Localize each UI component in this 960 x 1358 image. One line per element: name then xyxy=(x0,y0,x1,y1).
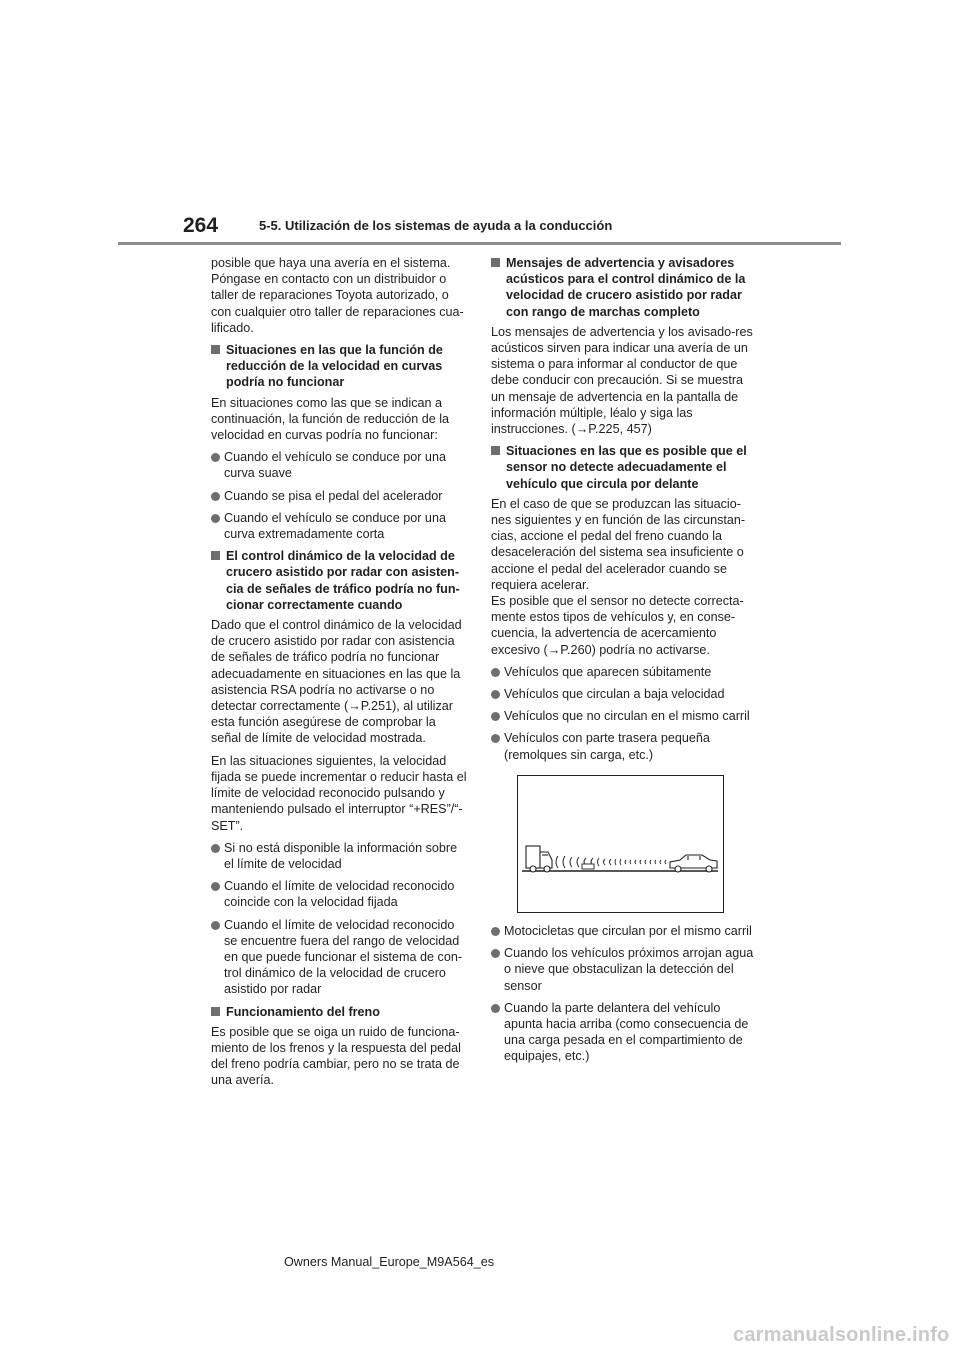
round-bullet-icon xyxy=(211,453,220,462)
paragraph: Dado que el control dinámico de la velocidad de crucero asistido por radar con asistencia de señales de tráfico podría no funcionar adecuadamente en situaciones en las que la asistencia RSA podría no activarse o no detectar correctamente (→P.251), al utilizar esta función asegúrese de comprobar la señal de límite de velocidad mostrada. xyxy=(211,618,462,746)
list-item-text: Vehículos que no circulan en el mismo carril xyxy=(504,709,750,724)
list-item-text: Vehículos que aparecen súbitamente xyxy=(504,664,712,679)
round-bullet-icon xyxy=(211,492,220,501)
subheading xyxy=(211,548,467,613)
list-item xyxy=(491,708,755,724)
list-item xyxy=(211,449,467,481)
subheading-text: Situaciones en las que la función de reducción de la velocidad en curvas podría no funcionar xyxy=(226,343,443,390)
paragraph: Los mensajes de advertencia y los avisado-res acústicos sirven para indicar una avería de un sistema o para informar al conductor de que debe conducir con precaución. Si se muestra un mensaje de advertencia en la pantalla de información múltiple, léalo y siga las instrucciones. (→P.225, 457) xyxy=(491,324,753,437)
round-bullet-icon xyxy=(211,514,220,523)
paragraph: posible que haya una avería en el sistema. Póngase en contacto con un distribuidor o taller de reparaciones Toyota autorizado, o con cualquier otro taller de reparaciones cua-lificado. xyxy=(211,256,464,335)
page-number: 264 xyxy=(183,214,219,237)
paragraph: En las situaciones siguientes, la velocidad fijada se puede incrementar o reducir hasta el límite de velocidad reconocido pulsando y manteniendo pulsado el interruptor “+RES”/“-SET”. xyxy=(211,753,467,833)
list-item xyxy=(491,1000,755,1065)
list-item xyxy=(211,917,467,998)
list-item-text: Cuando se pisa el pedal del acelerador xyxy=(224,488,443,503)
radar-wave-icon xyxy=(556,856,666,868)
list-item xyxy=(211,840,467,872)
round-bullet-icon xyxy=(491,712,500,721)
truck-radar-car-drawing xyxy=(518,776,723,912)
round-bullet-icon xyxy=(491,668,500,677)
paragraph: Es posible que se oiga un ruido de funciona-miento de los frenos y la respuesta del pedal del freno podría cambiar, pero no se trata de una avería. xyxy=(211,1024,461,1088)
car-icon xyxy=(670,855,717,872)
list-item-text: Vehículos que circulan a baja velocidad xyxy=(504,687,725,702)
square-bullet-icon xyxy=(211,345,220,354)
list-item-text: Cuando el vehículo se conduce por una curva extremadamente corta xyxy=(224,510,446,542)
list-item xyxy=(211,510,467,542)
subheading-text: Mensajes de advertencia y avisadores acústicos para el control dinámico de la velocidad de crucero asistido por radar con rango de marchas completo xyxy=(506,256,746,319)
truck-icon xyxy=(526,846,552,872)
left-column xyxy=(211,255,467,1095)
paragraph: Es posible que el sensor no detecte correcta-mente estos tipos de vehículos y, en conse-cuencia, la advertencia de acercamiento excesivo (→P.260) podría no activarse. xyxy=(491,594,744,657)
list-item xyxy=(491,945,755,994)
subheading xyxy=(491,255,755,320)
list-item xyxy=(491,686,755,702)
square-bullet-icon xyxy=(211,1007,220,1016)
subheading-text: Funcionamiento del freno xyxy=(226,1004,380,1019)
round-bullet-icon xyxy=(491,927,500,936)
square-bullet-icon xyxy=(211,551,220,560)
right-column xyxy=(491,255,755,1071)
section-title: 5-5. Utilización de los sistemas de ayuda a la conducción xyxy=(259,218,613,233)
paragraph: En situaciones como las que se indican a continuación, la función de reducción de la velocidad en curvas podría no funcionar: xyxy=(211,395,450,443)
list-item-text: Vehículos con parte trasera pequeña (remolques sin carga, etc.) xyxy=(504,731,710,762)
list-item-text: Cuando el vehículo se conduce por una curva suave xyxy=(224,450,446,481)
list-item-text: Cuando la parte delantera del vehículo apunta hacia arriba (como consecuencia de una carga pesada en el compartimiento de equipajes, etc.) xyxy=(504,1000,749,1064)
watermark: carmanualsonline.info xyxy=(733,1324,950,1346)
subheading-text: Situaciones en las que es posible que el sensor no detecte adecuadamente el vehículo que circula por delante xyxy=(506,444,747,491)
list-item-text: Cuando el límite de velocidad reconocido se encuentre fuera del rango de velocidad en que puede funcionar el sistema de con-trol dinámico de la velocidad de crucero asistido por radar xyxy=(224,917,463,997)
list-item-text: Cuando los vehículos próximos arrojan agua o nieve que obstaculizan la detección del sensor xyxy=(504,946,754,993)
round-bullet-icon xyxy=(491,949,500,958)
round-bullet-icon xyxy=(491,690,500,699)
round-bullet-icon xyxy=(211,882,220,891)
list-item xyxy=(491,664,755,680)
header-divider xyxy=(118,242,841,245)
round-bullet-icon xyxy=(491,734,500,743)
subheading xyxy=(491,443,755,492)
manual-id-footer: Owners Manual_Europe_M9A564_es xyxy=(284,1255,495,1269)
radar-detection-illustration xyxy=(517,775,724,913)
round-bullet-icon xyxy=(211,844,220,853)
round-bullet-icon xyxy=(211,921,220,930)
list-item-text: Si no está disponible la información sobre el límite de velocidad xyxy=(224,840,458,871)
round-bullet-icon xyxy=(491,1004,500,1013)
list-item xyxy=(491,730,755,762)
paragraph: En el caso de que se produzcan las situacio-nes siguientes y en función de las circunstan-cias, accione el pedal del freno cuando la desaceleración del sistema sea insuficiente o accione el pedal del acelerador cuando se requiera acelerar. xyxy=(491,496,746,592)
subheading-text: El control dinámico de la velocidad de crucero asistido por radar con asisten-cia de señales de tráfico podría no fun-cionar correctamente cuando xyxy=(226,549,460,612)
list-item xyxy=(211,488,467,504)
square-bullet-icon xyxy=(491,258,500,267)
trailer-icon xyxy=(582,864,594,869)
subheading xyxy=(211,1004,467,1020)
list-item-text: Motocicletas que circulan por el mismo carril xyxy=(504,923,752,938)
subheading xyxy=(211,342,467,391)
list-item xyxy=(491,923,755,939)
list-item xyxy=(211,878,467,910)
square-bullet-icon xyxy=(491,446,500,455)
list-item-text: Cuando el límite de velocidad reconocido coincide con la velocidad fijada xyxy=(224,879,455,910)
